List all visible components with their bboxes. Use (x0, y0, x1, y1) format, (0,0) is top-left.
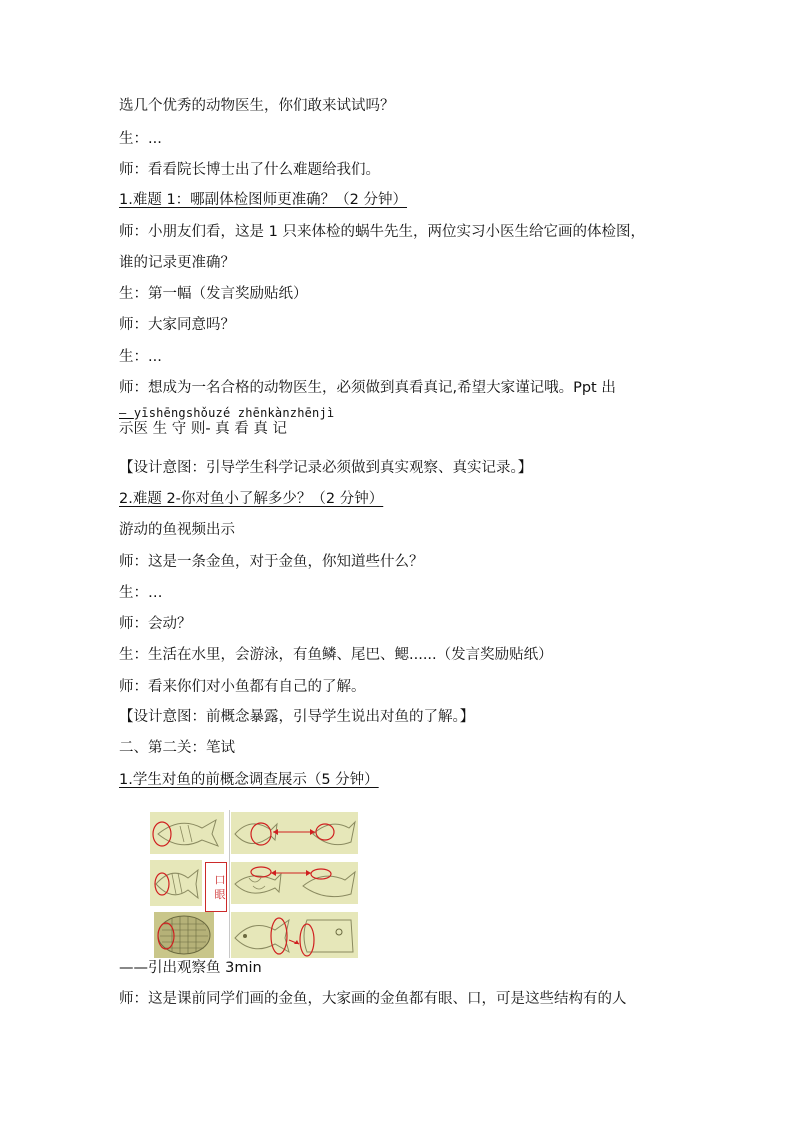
text-line-11: 示医 生 守 则- 真 看 真 记 (119, 421, 287, 437)
text-line-6: 谁的记录更准确？ (119, 255, 235, 271)
fish-drawing-2 (231, 812, 358, 854)
text-line-17: 师：会动？ (119, 616, 192, 632)
fish-drawing-3 (150, 860, 202, 906)
text-line-3: 师：看看院长博士出了什么难题给我们。 (119, 162, 380, 178)
fish-drawing-6 (231, 912, 358, 958)
text-line-14: 游动的鱼视频出示 (119, 522, 235, 538)
text-line-1: 选几个优秀的动物医生，你们敢来试试吗？ (119, 98, 395, 114)
text-line-10: 师：想成为一名合格的动物医生，必须做到真看真记,希望大家谨记哦。Ppt 出 (119, 380, 616, 396)
figure-caption: ——引出观察鱼 3min (119, 960, 262, 976)
text-line-19: 师：看来你们对小鱼都有自己的了解。 (119, 679, 366, 695)
mouth-eye-label: 口 眼 (205, 862, 227, 912)
text-line-8: 师：大家同意吗？ (119, 317, 235, 333)
fish-drawing-5 (154, 912, 214, 958)
text-line-15: 师：这是一条金鱼，对于金鱼，你知道些什么？ (119, 554, 424, 570)
section-heading-2: 2.难题 2-你对鱼小了解多少？（2 分钟） (119, 491, 384, 507)
design-intent-1: 【设计意图：引导学生科学记录必须做到真实观察、真实记录。】 (119, 460, 533, 476)
text-line-5: 师：小朋友们看，这是 1 只来体检的蜗牛先生，两位实习小医生给它画的体检图， (119, 224, 645, 240)
text-line-9: 生：... (119, 349, 162, 365)
section-heading-1: 1.难题 1：哪副体检图师更准确？（2 分钟） (119, 192, 408, 208)
text-line-16: 生：… (119, 585, 163, 601)
section-heading-3: 二、第二关：笔试 (119, 740, 235, 756)
subsection-heading: 1.学生对鱼的前概念调查展示（5 分钟） (119, 772, 379, 788)
fish-drawing-1 (150, 812, 224, 854)
design-intent-2: 【设计意图：前概念暴露，引导学生说出对鱼的了解。】 (119, 709, 475, 725)
figure-divider (229, 810, 230, 958)
fish-drawing-4 (231, 862, 358, 904)
text-line-final: 师：这是课前同学们画的金鱼，大家画的金鱼都有眼、口，可是这些结构有的人 (119, 991, 627, 1007)
pinyin-annotation: — yīshēngshǒuzé zhēnkànzhēnjì (119, 406, 335, 420)
text-line-18: 生：生活在水里，会游泳，有鱼鳞、尾巴、鳃......（发言奖励贴纸） (119, 647, 553, 663)
text-line-2: 生：... (119, 131, 162, 147)
text-line-7: 生：第一幅（发言奖励贴纸） (119, 286, 308, 302)
